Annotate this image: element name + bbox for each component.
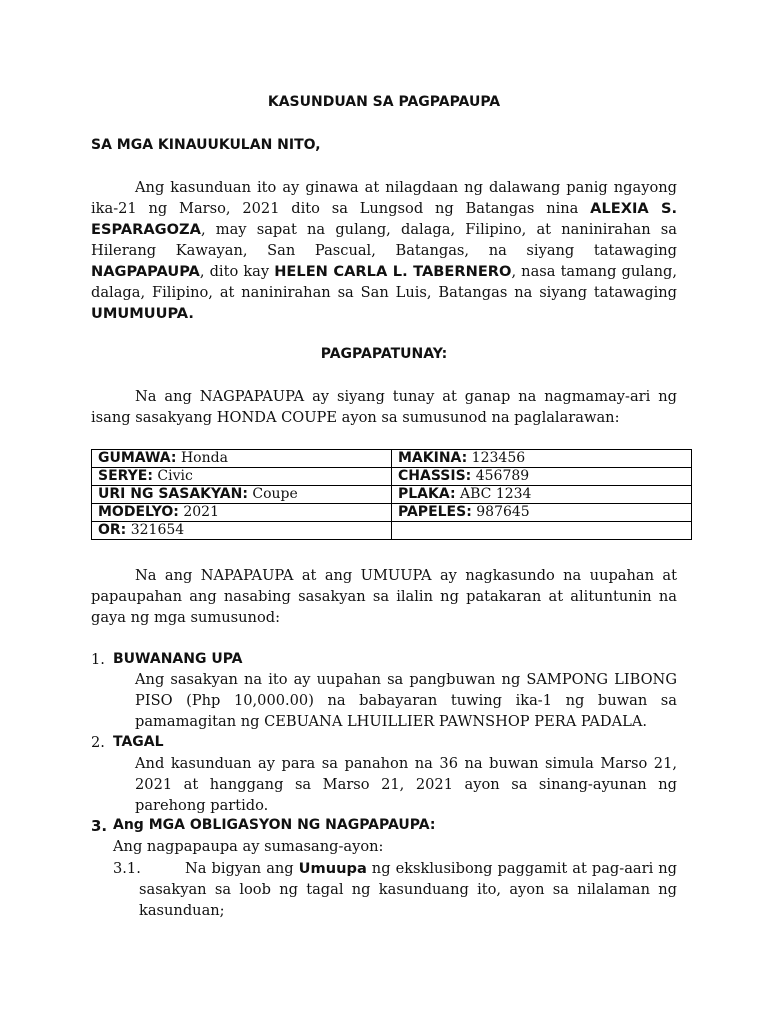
table-cell: URI NG SASAKYAN: Coupe — [92, 486, 392, 504]
intro-line-6: dalaga, Filipino, at naninirahan sa San Luis, Batangas na siyang tatawaging — [91, 284, 677, 301]
item-2-number: 2. — [91, 734, 105, 751]
item-3-1-line-3: kasunduan; — [139, 902, 225, 919]
item-1-line-2: PISO (Php 10,000.00) na babayaran tuwing ika-1 ng buwan sa — [135, 692, 677, 709]
table-cell: SERYE: Civic — [92, 468, 392, 486]
intro-line-3: ESPARAGOZA, may sapat na gulang, dalaga, Filipino, at naninirahan sa — [91, 221, 677, 238]
intro-line-4: Hilerang Kawayan, San Pascual, Batangas, na siyang tatawaging — [91, 242, 677, 259]
table-cell: PLAKA: ABC 1234 — [392, 486, 692, 504]
table-cell: GUMAWA: Honda — [92, 450, 392, 468]
table-cell: MODELYO: 2021 — [92, 504, 392, 522]
table-row — [92, 522, 692, 540]
item-3-1-number: 3.1. — [113, 860, 141, 877]
table-row — [92, 486, 692, 504]
item-2-line-2: 2021 at hanggang sa Marso 21, 2021 ayon sa sinang-ayunan ng — [135, 776, 677, 793]
table-row — [92, 450, 692, 468]
item-2-heading: TAGAL — [113, 734, 164, 750]
vehicle-specs-table — [91, 449, 692, 540]
item-1-heading: BUWANANG UPA — [113, 651, 243, 667]
table-cell: CHASSIS: 456789 — [392, 468, 692, 486]
intro-line-5: NAGPAPAUPA, dito kay HELEN CARLA L. TABERNERO, nasa tamang gulang, — [91, 263, 677, 280]
table-row — [92, 468, 692, 486]
item-2-line-3: parehong partido. — [135, 797, 269, 814]
item-1-line-3: pamamagitan ng CEBUANA LHUILLIER PAWNSHOP PERA PADALA. — [135, 713, 648, 730]
intro-line-1: Ang kasunduan ito ay ginawa at nilagdaan ng dalawang panig ngayong — [135, 179, 677, 196]
item-3-1-line-1: Na bigyan ang Umuupa ng eksklusibong paggamit at pag-aari ng — [185, 860, 677, 877]
para3-line-2: papaupahan ang nasabing sasakyan sa ilalin ng patakaran at alituntunin na — [91, 588, 677, 605]
document-title: KASUNDUAN SA PAGPAPAUPA — [267, 94, 501, 110]
item-3-1-line-2: sasakyan sa loob ng tagal ng kasunduang ito, ayon sa nilalaman ng — [139, 881, 677, 898]
table-cell — [392, 522, 692, 540]
para2-line-2: isang sasakyang HONDA COUPE ayon sa sumusunod na paglalarawan: — [91, 409, 620, 426]
intro-line-2: ika-21 ng Marso, 2021 dito sa Lungsod ng Batangas nina ALEXIA S. — [91, 200, 677, 217]
item-2-line-1: And kasunduan ay para sa panahon na 36 na buwan simula Marso 21, — [135, 755, 677, 772]
para3-line-3: gaya ng mga sumusunod: — [91, 609, 280, 626]
salutation: SA MGA KINAUUKULAN NITO, — [91, 137, 321, 153]
item-1-number: 1. — [91, 651, 105, 668]
table-row — [92, 504, 692, 522]
table-cell: MAKINA: 123456 — [392, 450, 692, 468]
item-3-number: 3. — [91, 817, 108, 835]
item-1-line-1: Ang sasakyan na ito ay uupahan sa pangbuwan ng SAMPONG LIBONG — [135, 671, 677, 688]
item-3-subheading: Ang nagpapaupa ay sumasang-ayon: — [113, 838, 384, 855]
table-cell: OR: 321654 — [92, 522, 392, 540]
intro-line-7: UMUMUUPA. — [91, 305, 194, 322]
para3-line-1: Na ang NAPAPAUPA at ang UMUUPA ay nagkasundo na uupahan at — [135, 567, 677, 584]
para2-line-1: Na ang NAGPAPAUPA ay siyang tunay at ganap na nagmamay-ari ng — [135, 388, 677, 405]
item-3-heading: Ang MGA OBLIGASYON NG NAGPAPAUPA: — [113, 817, 436, 833]
table-cell: PAPELES: 987645 — [392, 504, 692, 522]
section-subtitle: PAGPAPATUNAY: — [320, 346, 448, 362]
